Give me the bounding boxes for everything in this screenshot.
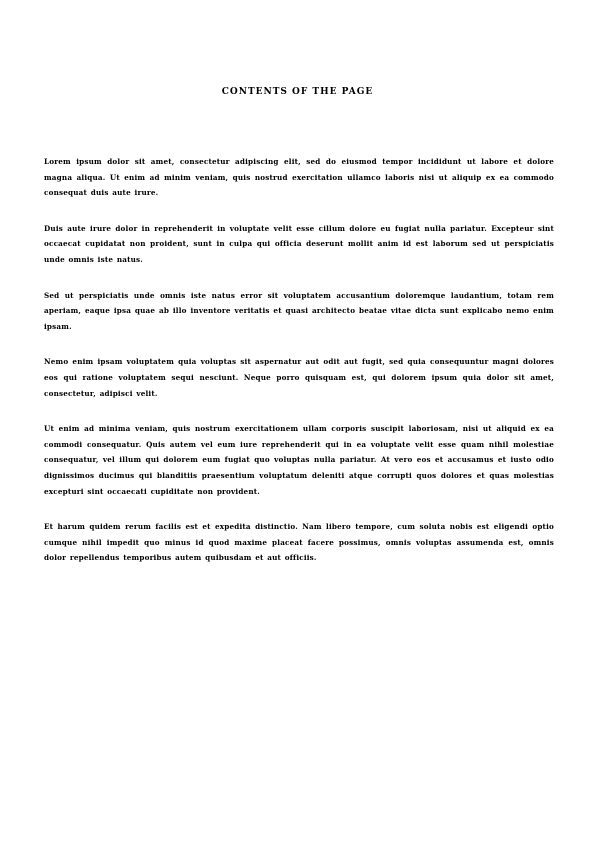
paragraph-4: Nemo enim ipsam voluptatem quia voluptas sit aspernatur aut odit aut fugit, sed quia consequuntur magni dolores eos qui ratione voluptatem sequi nesciunt. Neque porro quisquam est, qui dolorem ipsum quia dolor sit amet, consectetur, adipisci velit. (44, 357, 554, 398)
paragraph-2: Duis aute irure dolor in reprehenderit in voluptate velit esse cillum dolore eu fugiat nulla pariatur. Excepteur sint occaecat cupidatat non proident, sunt in culpa qui officia deserunt mollit anim id est laborum sed ut perspiciatis unde omnis iste natus. (44, 223, 554, 264)
document-title: CONTENTS OF THE PAGE (221, 87, 374, 97)
paragraph-3: Sed ut perspiciatis unde omnis iste natus error sit voluptatem accusantium doloremque laudantium, totam rem aperiam, eaque ipsa quae ab illo inventore veritatis et quasi architecto beatae vitae dicta sunt explicabo nemo enim ipsam. (44, 290, 554, 331)
paragraph-6: Et harum quidem rerum facilis est et expedita distinctio. Nam libero tempore, cum soluta nobis est eligendi optio cumque nihil impedit quo minus id quod maxime placeat facere possimus, omnis voluptas assumenda est, omnis dolor repellendus temporibus autem quibusdam et aut officiis. (44, 522, 554, 563)
paragraph-1: Lorem ipsum dolor sit amet, consectetur adipiscing elit, sed do eiusmod tempor incididunt ut labore et dolore magna aliqua. Ut enim ad minim veniam, quis nostrud exercitation ullamco laboris nisi ut aliquip ex ea commodo consequat duis aute irure. (44, 157, 554, 198)
document-body (44, 154, 554, 566)
paragraph-5: Ut enim ad minima veniam, quis nostrum exercitationem ullam corporis suscipit laboriosam, nisi ut aliquid ex ea commodi consequatur. Quis autem vel eum iure reprehenderit qui in ea voluptate velit esse quam nihil molestiae consequatur, vel illum qui dolorem eum fugiat quo voluptas nulla pariatur. At vero eos et accusamus et iusto odio dignissimos ducimus qui blanditiis praesentium voluptatum deleniti atque corrupti quos dolores et quas molestias excepturi sint occaecati cupiditate non provident. (44, 424, 554, 496)
